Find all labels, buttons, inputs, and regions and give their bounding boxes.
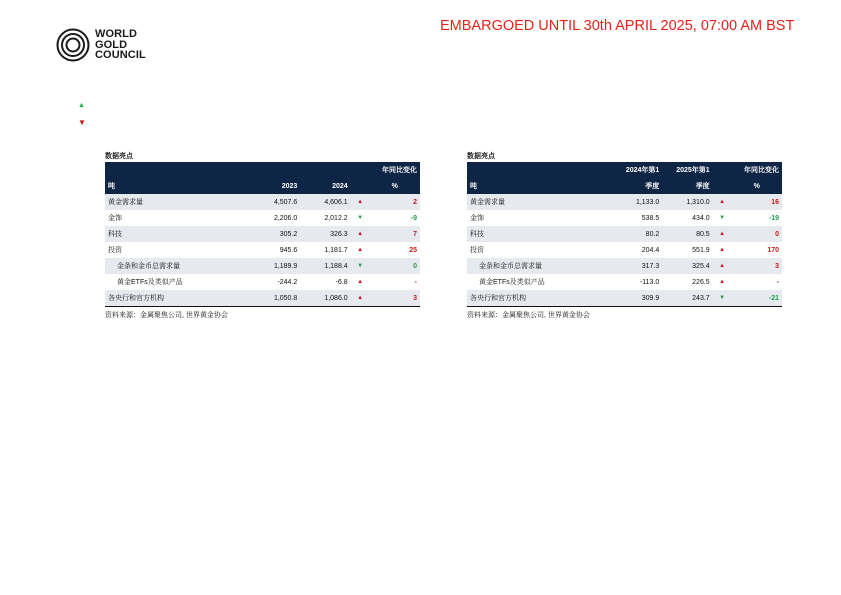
down-arrow-icon: ▼ [719,215,726,221]
data-table [467,162,782,307]
row-label: 金饰 [108,215,122,222]
value-cell: 305.2 [279,230,298,238]
table-row [467,274,782,290]
row-label: 金条和金币总需求量 [117,263,180,270]
value-cell: 4,507.6 [273,198,298,206]
table-row [467,258,782,274]
up-arrow-icon: ▲ [719,247,726,253]
row-label: 金条和金币总需求量 [479,263,542,270]
percent-header: % [753,182,760,190]
up-arrow-icon: ▲ [719,263,726,269]
percent-change: 2 [413,198,417,206]
row-label: 黄金需求量 [108,199,143,206]
table-body [467,194,782,307]
value-cell: 2,206.0 [273,214,298,222]
table-row [105,194,420,210]
column-header-quarter: 季度 [645,183,660,190]
value-cell: 326.3 [330,230,348,238]
row-label: 科技 [108,231,122,238]
column-header [300,162,350,178]
unit-header: 吨 [470,183,477,190]
header-row [105,162,420,178]
value-cell: 1,188.4 [324,262,348,270]
up-arrow-icon: ▲ [719,231,726,237]
table-row [105,258,420,274]
header-row [467,162,782,178]
value-cell: 80.2 [645,230,660,238]
column-header-quarter: 季度 [695,183,710,190]
rings-logo-icon [56,28,90,62]
value-cell: 1,189.9 [273,262,298,270]
column-header [713,162,732,178]
column-header [250,162,300,178]
value-cell: 204.4 [641,246,660,254]
header-row [105,178,420,194]
up-arrow-icon: ▲ [351,290,370,307]
embargo-notice: EMBARGOED UNTIL 30th APRIL 2025, 07:00 AM BST [440,18,795,34]
row-label: 黄金需求量 [470,199,505,206]
value-cell: 1,181.7 [324,246,348,254]
value-cell: 538.5 [641,214,660,222]
percent-change: 3 [775,262,779,270]
value-cell: 1,086.0 [300,290,350,307]
unit-header: 吨 [108,183,115,190]
logo-line: COUNCIL [95,49,146,62]
source-note: 资料来源：金属聚焦公司, 世界黄金协会 [105,312,228,319]
value-cell: 1,310.0 [686,198,710,206]
value-cell: -244.2 [277,278,298,286]
table-row [467,210,782,226]
value-cell: 2,012.2 [324,214,348,222]
column-header-2024: 2024 [332,182,348,190]
percent-change: 3 [370,290,420,307]
percent-change: - [414,278,417,286]
table-title: 数据亮点 [467,153,495,160]
world-gold-council-logo [56,28,146,62]
percent-change: -19 [768,214,779,222]
up-arrow-icon: ▲ [357,247,364,253]
row-label: 黄金ETFs及类似产品 [479,279,545,286]
up-arrow-icon: ▲ [357,231,364,237]
legend-up-arrow-icon: ▲ [78,102,85,109]
value-cell: -113.0 [639,278,660,286]
table-row [467,290,782,307]
percent-change: -21 [732,290,782,307]
row-label: 各央行和官方机构 [105,290,250,307]
column-header [713,178,732,194]
down-arrow-icon: ▼ [357,263,364,269]
logo-line: GOLD [95,38,128,51]
legend-down-arrow-icon: ▼ [78,118,86,127]
column-header-2023: 2023 [281,182,298,190]
column-header [105,162,250,178]
table-row [467,194,782,210]
value-cell: 1,133.0 [635,198,660,206]
up-arrow-icon: ▲ [357,279,364,285]
value-cell: 317.3 [641,262,660,270]
table-row [105,242,420,258]
table-row [467,242,782,258]
value-cell: 4,606.1 [324,198,348,206]
value-cell: 945.6 [279,246,298,254]
value-cell: -6.8 [335,278,348,286]
column-header-q1-2024: 2024年第1 [625,167,660,174]
value-cell: 309.9 [612,290,662,307]
table-row [105,210,420,226]
up-arrow-icon: ▲ [719,199,726,205]
percent-change: 170 [767,246,779,254]
column-header [467,162,612,178]
percent-change: 0 [413,262,417,270]
up-arrow-icon: ▲ [719,279,726,285]
row-label: 黄金ETFs及类似产品 [117,279,183,286]
up-arrow-icon: ▲ [357,199,364,205]
row-label: 投资 [470,247,484,254]
column-header [351,178,370,194]
value-cell: 243.7 [662,290,712,307]
row-label: 各央行和官方机构 [467,290,612,307]
percent-change: -9 [410,214,417,222]
logo-line: WORLD [95,28,138,41]
value-cell: 434.0 [692,214,710,222]
value-cell: 80.5 [696,230,710,238]
table-row [105,290,420,307]
table-title: 数据亮点 [105,153,133,160]
annual-highlights-table [105,151,420,320]
value-cell: 226.5 [692,278,710,286]
column-header-yoy: 年同比变化 [382,167,417,174]
down-arrow-icon: ▼ [713,290,732,307]
column-header-q1-2025: 2025年第1 [676,167,710,174]
table-body [105,194,420,307]
logo-text [95,29,146,61]
value-cell: 551.9 [692,246,710,254]
row-label: 投资 [108,247,122,254]
header-row [467,178,782,194]
percent-change: 25 [409,246,417,254]
row-label: 金饰 [470,215,484,222]
percent-change: - [776,278,779,286]
table-row [467,226,782,242]
percent-change: 7 [413,230,417,238]
percent-change: 16 [771,198,779,206]
column-header [351,162,370,178]
table-row [105,274,420,290]
down-arrow-icon: ▼ [357,215,364,221]
value-cell: 1,050.8 [250,290,300,307]
quarterly-highlights-table [467,151,782,320]
value-cell: 325.4 [692,262,710,270]
source-note: 资料来源：金属聚焦公司, 世界黄金协会 [467,312,590,319]
table-row [105,226,420,242]
percent-change: 0 [775,230,779,238]
percent-header: % [391,182,398,190]
row-label: 科技 [470,231,484,238]
data-table [105,162,420,307]
column-header-yoy: 年同比变化 [744,167,779,174]
